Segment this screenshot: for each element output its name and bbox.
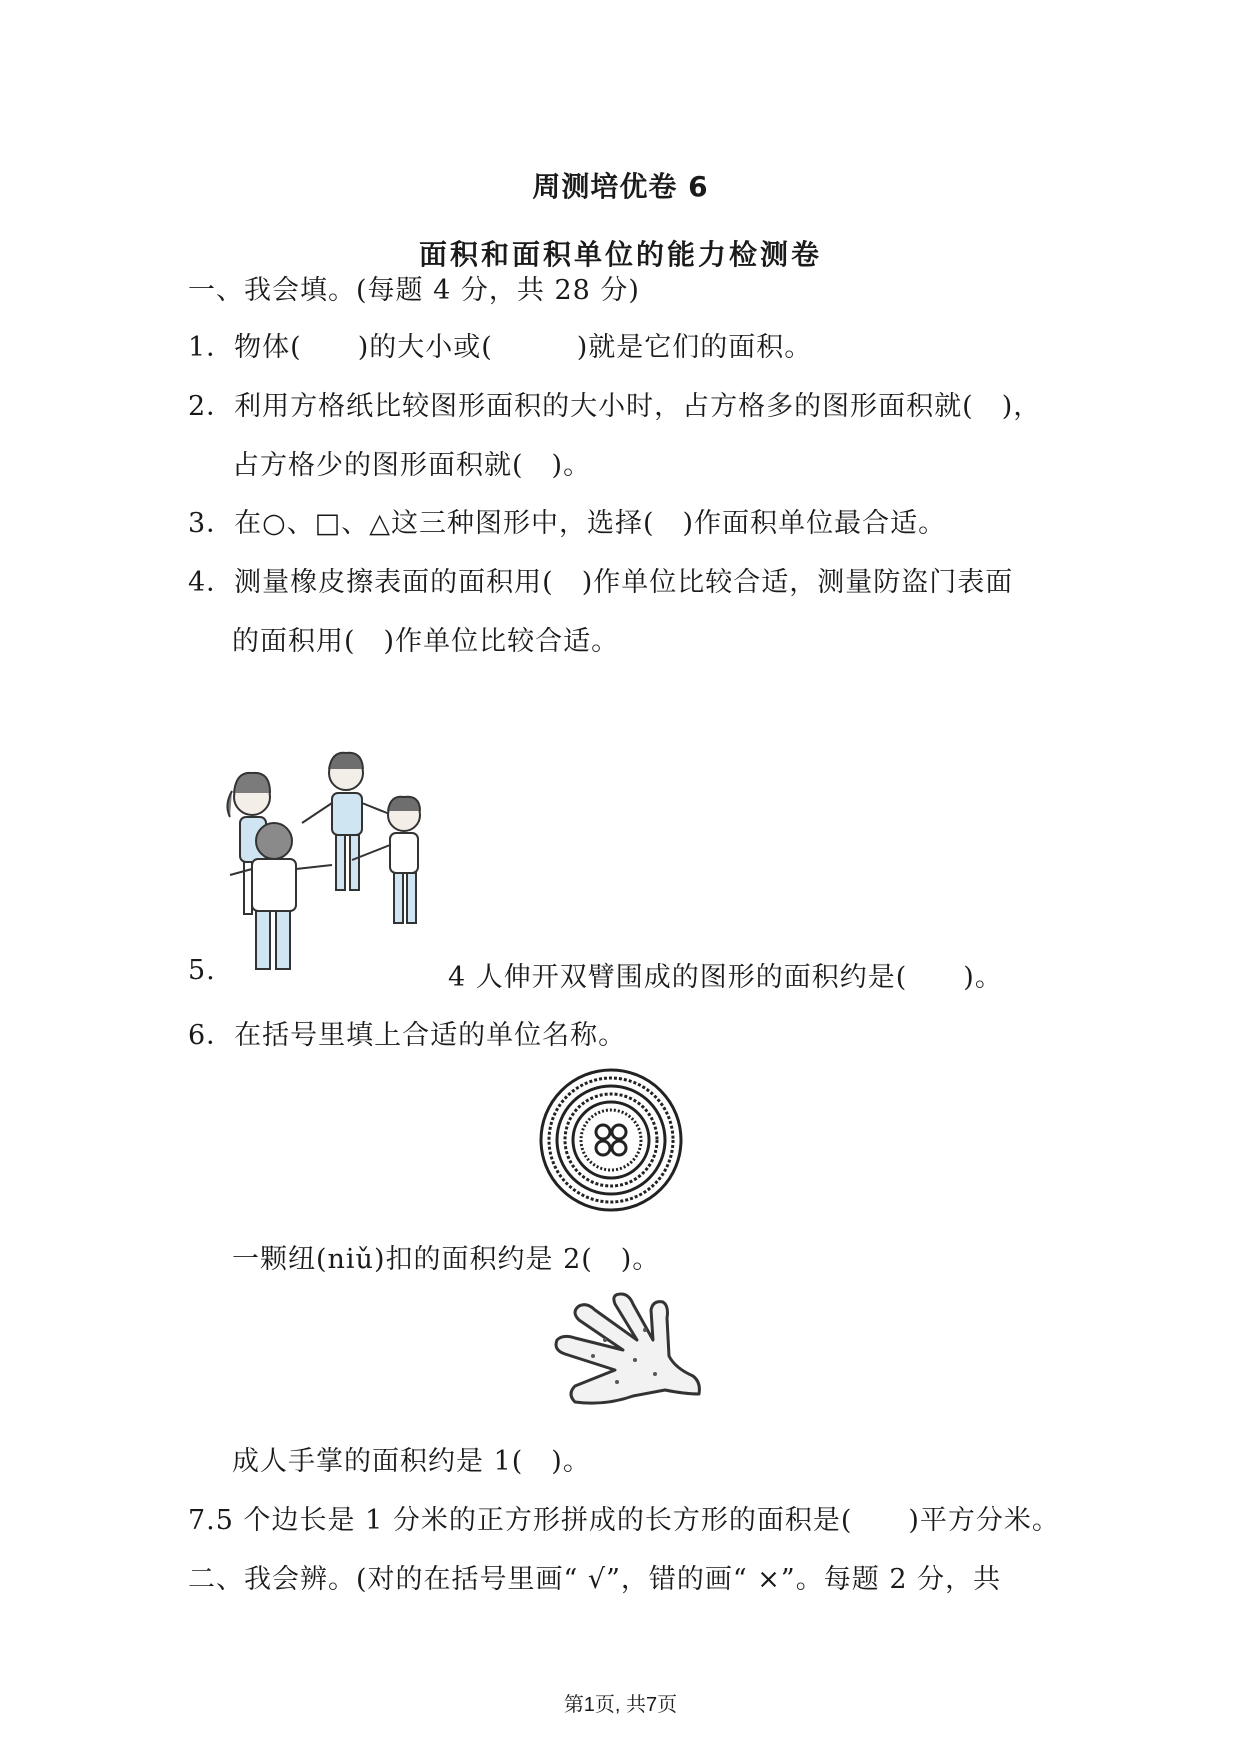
section-2-heading: 二、我会辨。(对的在括号里画“ √”，错的画“ ×”。每题 2 分，共 xyxy=(188,1564,1002,1595)
button-illustration xyxy=(536,1065,686,1215)
question-5-text: 4 人伸开双臂围成的图形的面积约是( )。 xyxy=(448,962,1003,993)
question-2-line-2: 占方格少的图形面积就( )。 xyxy=(232,450,592,481)
question-5-number: 5. xyxy=(188,955,216,986)
page-title: 周测培优卷 6 xyxy=(532,170,709,203)
question-1: 1．物体( )的大小或( )就是它们的面积。 xyxy=(188,332,813,363)
children-circle-illustration xyxy=(222,745,447,975)
page-footer: 第1页, 共7页 xyxy=(563,1694,678,1716)
section-1-heading: 一、我会填。(每题 4 分，共 28 分) xyxy=(188,275,640,306)
page-subtitle: 面积和面积单位的能力检测卷 xyxy=(418,238,822,271)
hand-illustration xyxy=(545,1290,705,1410)
question-6: 6．在括号里填上合适的单位名称。 xyxy=(188,1020,627,1051)
question-3: 3．在○、□、△这三种图形中，选择( )作面积单位最合适。 xyxy=(188,508,947,539)
question-4-line-2: 的面积用( )作单位比较合适。 xyxy=(232,626,620,657)
question-6-a: 一颗纽(niǔ)扣的面积约是 2( )。 xyxy=(232,1244,661,1275)
question-2-line-1: 2．利用方格纸比较图形面积的大小时，占方格多的图形面积就( )， xyxy=(188,391,1042,422)
question-7: 7.5 个边长是 1 分米的正方形拼成的长方形的面积是( )平方分米。 xyxy=(188,1505,1060,1536)
question-4-line-1: 4．测量橡皮擦表面的面积用( )作单位比较合适，测量防盗门表面 xyxy=(188,567,1014,598)
question-6-b: 成人手掌的面积约是 1( )。 xyxy=(232,1446,591,1477)
